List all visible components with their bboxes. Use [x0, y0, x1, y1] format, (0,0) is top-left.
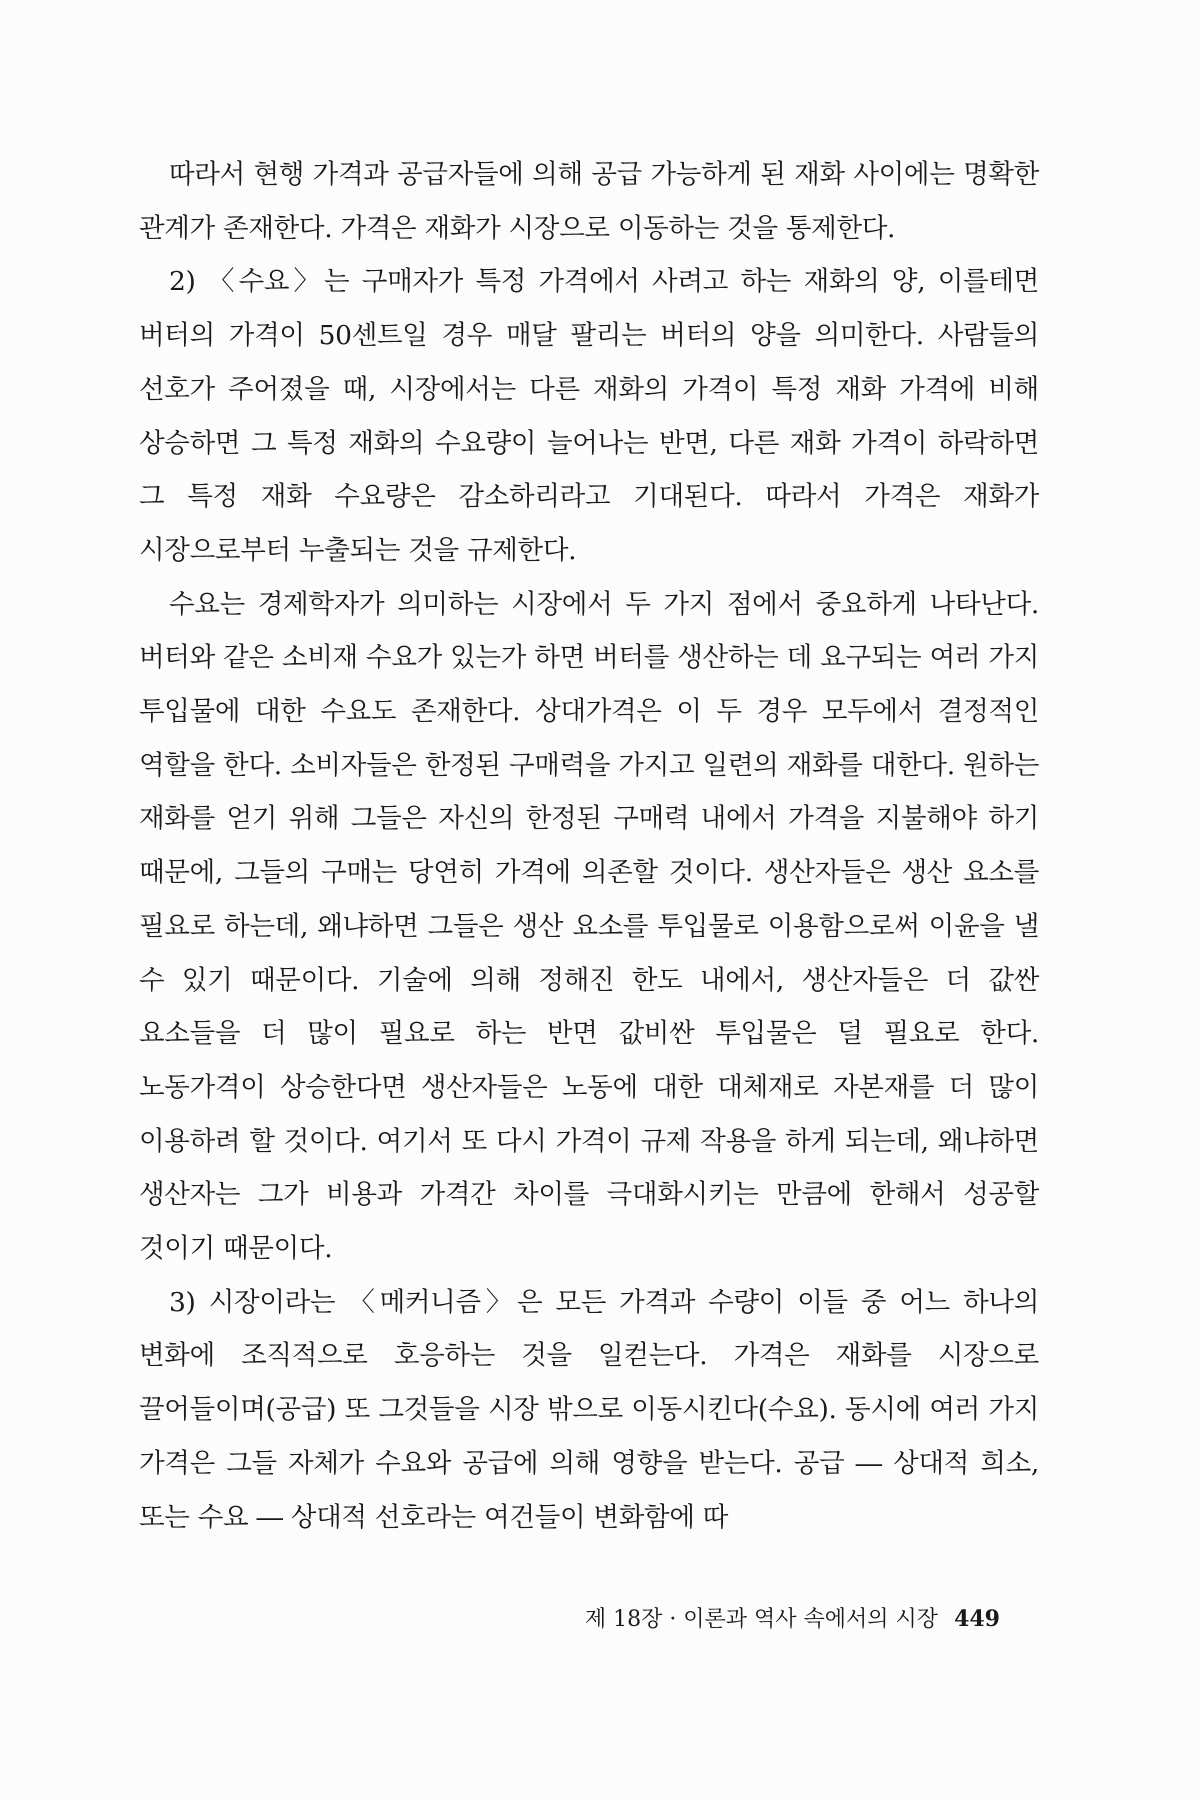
- paragraph: 수요는 경제학자가 의미하는 시장에서 두 가지 점에서 중요하게 나타난다. 버터와 같은 소비재 수요가 있는가 하면 버터를 생산하는 데 요구되는 여러 가지 투입물에 대한 수요도 존재한다. 상대가격은 이 두 경우 모두에서 결정적인 역할을 한다. 소비자들은 한정된 구매력을 가지고 일련의 재화를 대한다. 원하는 재화를 얻기 위해 그들은 자신의 한정된 구매력 내에서 가격을 지불해야 하기 때문에, 그들의 구매는 당연히 가격에 의존할 것이다. 생산자들은 생산 요소를 필요로 하는데, 왜냐하면 그들은 생산 요소를 투입물로 이용함으로써 이윤을 낼 수 있기 때문이다. 기술에 의해 정해진 한도 내에서, 생산자들은 더 값싼 요소들을 더 많이 필요로 하는 반면 값비싼 투입물은 덜 필요로 한다. 노동가격이 상승한다면 생산자들은 노동에 대한 대체재로 자본재를 더 많이 이용하려 할 것이다. 여기서 또 다시 가격이 규제 작용을 하게 되는데, 왜냐하면 생산자는 그가 비용과 가격간 차이를 극대화시키는 만큼에 한해서 성공할 것이기 때문이다.: [139, 588, 1039, 1265]
- body-text: [139, 148, 1039, 1544]
- paragraph: 따라서 현행 가격과 공급자들에 의해 공급 가능하게 된 재화 사이에는 명확한 관계가 존재한다. 가격은 재화가 시장으로 이동하는 것을 통제한다.: [139, 159, 1039, 244]
- paragraph: 3) 시장이라는 〈메커니즘〉은 모든 가격과 수량이 이들 중 어느 하나의 변화에 조직적으로 호응하는 것을 일컫는다. 가격은 재화를 시장으로 끌어들이며(공급) 또 그것들을 시장 밖으로 이동시킨다(수요). 동시에 여러 가지 가격은 그들 자체가 수요와 공급에 의해 영향을 받는다. 공급 ― 상대적 희소, 또는 수요 ― 상대적 선호라는 여건들이 변화함에 따: [139, 1286, 1039, 1533]
- page-number: 449: [954, 1606, 1000, 1632]
- running-head: 제 18장 · 이론과 역사 속에서의 시장: [584, 1607, 939, 1632]
- paragraph: 2) 〈수요〉는 구매자가 특정 가격에서 사려고 하는 재화의 양, 이를테면 버터의 가격이 50센트일 경우 매달 팔리는 버터의 양을 의미한다. 사람들의 선호가 주어졌을 때, 시장에서는 다른 재화의 가격이 특정 재화 가격에 비해 상승하면 그 특정 재화의 수요량이 늘어나는 반면, 다른 재화 가격이 하락하면 그 특정 재화 수요량은 감소하리라고 기대된다. 따라서 가격은 재화가 시장으로부터 누출되는 것을 규제한다.: [139, 266, 1039, 566]
- page-footer: [540, 1602, 1000, 1633]
